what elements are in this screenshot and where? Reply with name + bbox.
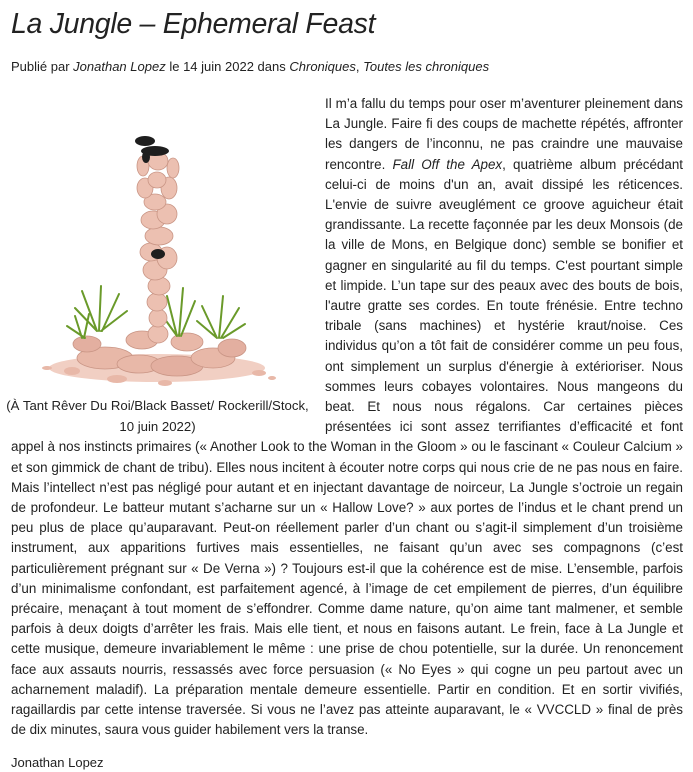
author-link[interactable]: Jonathan Lopez: [73, 59, 166, 74]
album-cover-image: [27, 96, 289, 396]
album-figure: [0, 94, 315, 437]
stone-figure: [137, 152, 179, 343]
album-title-reference: Fall Off the Apex: [392, 156, 503, 172]
date-prefix: le: [169, 59, 180, 74]
author-signature: Jonathan Lopez: [11, 754, 104, 770]
post-meta: [11, 58, 683, 76]
post-title: La Jungle – Ephemeral Feast: [11, 8, 376, 40]
body-text-1: Il m’a fallu du temps pour oser m’aventurer pleinement dans La Jungle. Faire fi des coups de machette répétés, affronter les dangers de l’inconnu, ne pas craindre une mauvaise rencontre.: [325, 96, 683, 172]
figure-caption: (À Tant Rêver Du Roi/Black Basset/ Rockerill/Stock, 10 juin 2022): [6, 398, 309, 434]
category-link-chroniques[interactable]: Chroniques: [289, 59, 356, 74]
published-by-label: Publié par: [11, 59, 70, 74]
body-text-2: , quatrième album précédant celui-ci de moins d'un an, avait dissipé les réticences. L'envie de suivre aveuglément ce groove aguicheur était grandissante. La recette façonnée par les deux Monsois (de la ville de Mons, en Belgique donc) semble se bonifier et gagner en singularité au fil du temps. C'est pourtant simple et limpide. L’un tape sur des peaux avec des bouts de bois, l'autre gratte ses cordes. En toute frénésie. Entre techno tribale (sans machines) et hystérie kraut/noise. Ces individus qu’on a tôt fait de considérer comme un peu fous, ont simplement un surplus d'énergie à extérioriser. Nous sommes leurs cobayes volontaires. Nous mangeons du beat. Et nous nous régalons. Car certaines pièces présentées ici sont assez terrifiantes d’efficacité et font appel à nos instincts primaires (« Another Look to the Woman in the Gloom » ou le fascinant « Couleur Calcium » et son gimmick de chant de tribu). Elles nous incitent à écouter notre corps qui nous crie de ne pas nous en faire. Mais l’intellect n’est pas négligé pour autant et en injectant davantage de noirceur, La Jungle s’octroie un regain de profondeur. Le batteur mutant s’acharne sur un « Hallow Love? » aux portes de l’indus et le chant prend un peu plus de place qu’auparavant. Peut-on réellement parler d’un chant ou s’agit-il simplement d’un troisième instrument, aux apparitions furtives mais essentielles, ne faisant qu’un avec ses compagnons (c’est particulièrement prégnant sur « De Verna ») ? Toujours est-il que la cohérence est de mise. L’ensemble, parfois d’un minimalisme confondant, est parfaitement agencé, à l’image de cet empilement de pierres, d’un équilibre précaire, menaçant à tout moment de s’effondrer. Comme dame nature, qu’on aime tant malmener, et semble parfois à deux doigts d’arrêter les frais. Mais elle tient, et nous en faisons autant. Le frein, face à La Jungle et cette musique, demeure invariablement le même : une prise de chou potentielle, sur la durée. Un renoncement face aux assauts nourris, ressassés avec force persuasion (« No Eyes » qui cogne un peu partout avec un acharnement maladif). La préparation mentale demeure essentielle. Partir en condition. Et en sortir vivifiés, ragaillardis par cette intense traversée. Si vous ne l’avez pas atteinte auparavant, le « VVCCLD » final de près de dix minutes, saura vous guider habilement vers la transe.: [11, 156, 683, 738]
article-body: [6, 94, 683, 741]
post-date: 14 juin 2022: [183, 59, 254, 74]
category-prefix: dans: [257, 59, 286, 74]
category-link-toutes-les-chroniques[interactable]: Toutes les chroniques: [363, 59, 490, 74]
category-separator: ,: [355, 59, 364, 74]
